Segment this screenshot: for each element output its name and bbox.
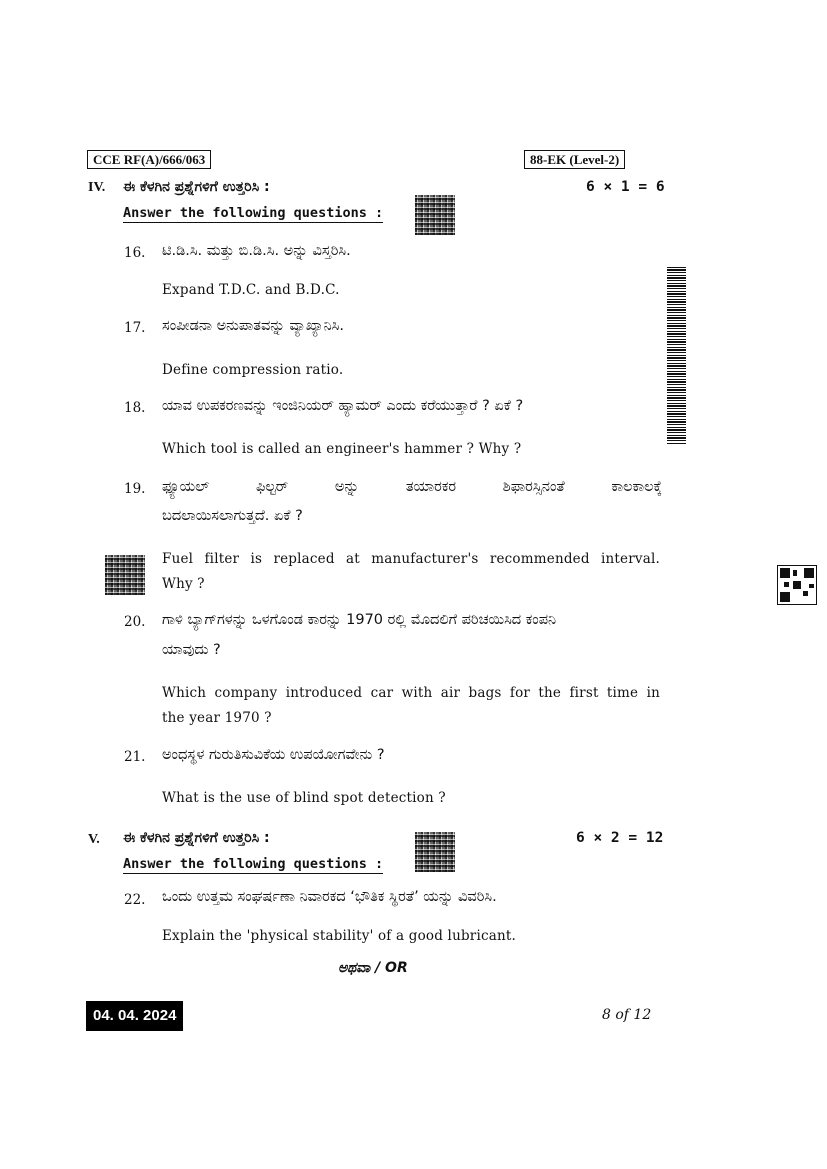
question-20-number: 20.: [124, 614, 146, 630]
question-22-number: 22.: [124, 892, 146, 908]
section-5-title-kn: ಈ ಕೆಳಗಿನ ಪ್ರಶ್ನೆಗಳಿಗೆ ಉತ್ತರಿಸಿ :: [123, 830, 270, 846]
question-19-en-line2: Why ?: [162, 576, 205, 592]
question-19-number: 19.: [124, 481, 146, 497]
question-16-kn: ಟಿ.ಡಿ.ಸಿ. ಮತ್ತು ಬಿ.ಡಿ.ಸಿ. ಅನ್ನು ವಿಸ್ತರಿಸಿ.: [162, 243, 351, 259]
question-21-en: What is the use of blind spot detection ?: [162, 790, 446, 806]
section-4-title-kn: ಈ ಕೆಳಗಿನ ಪ್ರಶ್ನೆಗಳಿಗೆ ಉತ್ತರಿಸಿ :: [123, 179, 270, 195]
qr-code-icon: [105, 555, 145, 595]
question-19-kn-line1: ಫ್ಯೂಯಲ್ ಫಿಲ್ಟರ್ ಅನ್ನು ತಯಾರಕರ ಶಿಫಾರಸ್ಸಿನಂತೆ ಕಾಲಕಾಲಕ್ಕೆ: [162, 479, 662, 495]
question-16-number: 16.: [124, 245, 146, 261]
qr-code-icon: [415, 832, 455, 872]
section-4-title-en: Answer the following questions :: [123, 205, 384, 221]
question-21-kn: ಅಂಧಸ್ಥಳ ಗುರುತಿಸುವಿಕೆಯ ಉಪಯೋಗವೇನು ?: [162, 747, 385, 763]
section-4-marks: 6 × 1 = 6: [586, 179, 665, 195]
question-20-en-line2: the year 1970 ?: [162, 710, 272, 726]
question-22-kn: ಒಂದು ಉತ್ತಮ ಸಂಘರ್ಷಣಾ ನಿವಾರಕದ ‘ಭೌತಿಕ ಸ್ಥಿರತೆ’ ಯನ್ನು ವಿವರಿಸಿ.: [162, 889, 497, 905]
question-16-en: Expand T.D.C. and B.D.C.: [162, 282, 340, 298]
qr-code-icon: [415, 195, 455, 235]
question-21-number: 21.: [124, 749, 146, 765]
question-17-kn: ಸಂಪೀಡನಾ ಅನುಪಾತವನ್ನು ವ್ಯಾಖ್ಯಾನಿಸಿ.: [162, 318, 344, 334]
question-20-kn-line1: ಗಾಳಿ ಬ್ಯಾಗ್‌ಗಳನ್ನು ಒಳಗೊಂಡ ಕಾರನ್ನು 1970 ರಲ್ಲಿ ಮೊದಲಿಗೆ ಪರಿಚಯಿಸಿದ ಕಂಪನಿ: [162, 612, 557, 628]
question-19-en-line1: Fuel filter is replaced at manufacturer's recommended interval.: [162, 551, 660, 567]
section-5-marks: 6 × 2 = 12: [576, 830, 664, 846]
question-20-kn-line2: ಯಾವುದು ?: [162, 642, 221, 658]
question-18-kn: ಯಾವ ಉಪಕರಣವನ್ನು ಇಂಜಿನಿಯರ್ ಹ್ಯಾಮರ್ ಎಂದು ಕರೆಯುತ್ತಾರೆ ? ಏಕೆ ?: [162, 398, 524, 414]
exam-date: 04. 04. 2024: [86, 1001, 183, 1031]
barcode-icon: [667, 267, 686, 445]
question-18-number: 18.: [124, 400, 146, 416]
question-17-number: 17.: [124, 320, 146, 336]
question-18-en: Which tool is called an engineer's hammer ? Why ?: [162, 441, 522, 457]
question-20-en-line1: Which company introduced car with air bags for the first time in: [162, 685, 660, 701]
paper-code-left: CCE RF(A)/666/063: [87, 150, 211, 169]
section-5-number: V.: [88, 832, 100, 847]
section-5-title-en: Answer the following questions :: [123, 856, 384, 872]
question-22-en: Explain the 'physical stability' of a good lubricant.: [162, 928, 516, 944]
page-number: 8 of 12: [602, 1007, 652, 1023]
or-separator: ಅಥವಾ / OR: [338, 960, 408, 976]
question-19-kn-line2: ಬದಲಾಯಿಸಲಾಗುತ್ತದೆ. ಏಕೆ ?: [162, 508, 303, 524]
paper-code-right: 88-EK (Level-2): [524, 150, 625, 169]
section-4-number: IV.: [88, 180, 106, 195]
side-qr-code-icon: [777, 565, 817, 605]
question-17-en: Define compression ratio.: [162, 362, 344, 378]
